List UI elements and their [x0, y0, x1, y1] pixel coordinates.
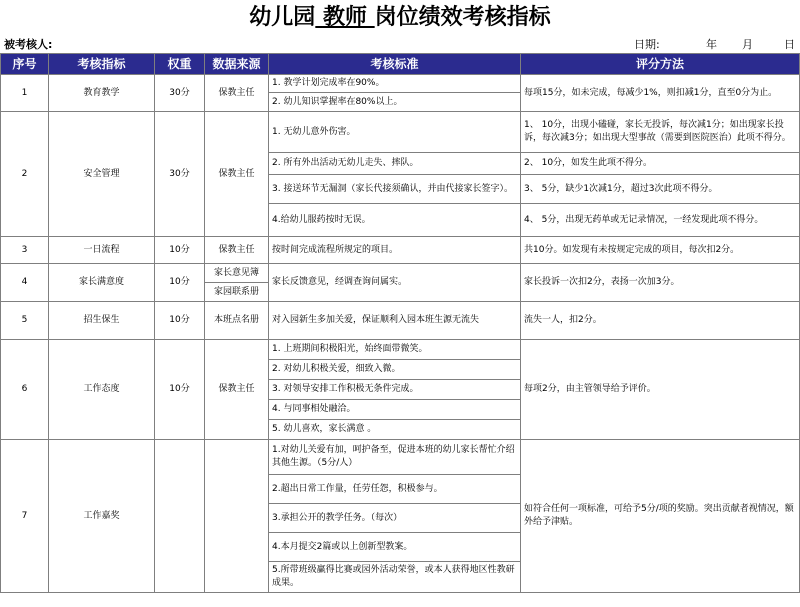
criteria-cell: 2. 对幼儿积极关爱，细致入微。: [269, 360, 521, 380]
scoring-cell: 3、 5分，缺少1次减1分，超过3次此项不得分。: [521, 175, 800, 204]
header-no: 序号: [1, 54, 49, 75]
table-row: [1, 440, 800, 475]
table-row: [1, 237, 800, 264]
criteria-cell: 4.本月提交2篇或以上创新型教案。: [269, 533, 521, 562]
scoring-cell: 如符合任何一项标准，可给予5分/项的奖励。突出贡献者视情况，额外给予津贴。: [521, 440, 800, 593]
scoring-cell: 流失一人，扣2分。: [521, 302, 800, 340]
row-indicator: 安全管理: [49, 112, 155, 237]
scoring-cell: 每项15分，如未完成，每减少1%，则扣减1分，直至0分为止。: [521, 75, 800, 112]
row-source: 保教主任: [205, 340, 269, 440]
table-header-row: [1, 54, 800, 75]
title-blank-1: [315, 4, 323, 30]
header-weight: 权重: [155, 54, 205, 75]
row-source: 保教主任: [205, 237, 269, 264]
criteria-cell: 5. 幼儿喜欢，家长满意 。: [269, 420, 521, 440]
criteria-cell: 家长反馈意见，经调查询问属实。: [269, 264, 521, 302]
table-row: [1, 112, 800, 153]
row-no: 1: [1, 75, 49, 112]
row-weight: 30分: [155, 112, 205, 237]
scoring-cell: 4、 5分，出现无药单或无记录情况，一经发现此项不得分。: [521, 204, 800, 237]
row-no: 6: [1, 340, 49, 440]
table-row: [1, 302, 800, 340]
header-source: 数据来源: [205, 54, 269, 75]
criteria-cell: 4.给幼儿服药按时无误。: [269, 204, 521, 237]
row-source: 家长意见簿: [205, 264, 269, 283]
criteria-cell: 4. 与同事相处融洽。: [269, 400, 521, 420]
year-label: 年: [706, 38, 717, 51]
row-indicator: 招生保生: [49, 302, 155, 340]
row-indicator: 教育教学: [49, 75, 155, 112]
criteria-cell: 2.超出日常工作量，任劳任怨，积极参与。: [269, 475, 521, 504]
row-no: 5: [1, 302, 49, 340]
header-indicator: 考核指标: [49, 54, 155, 75]
scoring-cell: 2、 10分，如发生此项不得分。: [521, 153, 800, 175]
examinee-label: 被考核人:: [4, 38, 53, 51]
row-no: 3: [1, 237, 49, 264]
row-source: 保教主任: [205, 75, 269, 112]
row-indicator: 工作态度: [49, 340, 155, 440]
criteria-cell: 1. 无幼儿意外伤害。: [269, 112, 521, 153]
row-weight: 10分: [155, 237, 205, 264]
row-indicator: 一日流程: [49, 237, 155, 264]
row-source: [205, 440, 269, 593]
criteria-cell: 3. 接送环节无漏洞（家长代接须确认，并由代接家长签字）。: [269, 175, 521, 204]
table-row: [1, 75, 800, 93]
scoring-cell: 共10分。如发现有未按规定完成的项目，每次扣2分。: [521, 237, 800, 264]
criteria-cell: 3.承担公开的教学任务。（每次）: [269, 504, 521, 533]
criteria-cell: 1. 上班期间积极阳光，始终面带微笑。: [269, 340, 521, 360]
month-label: 月: [742, 38, 753, 51]
row-weight: 30分: [155, 75, 205, 112]
kpi-table: [0, 53, 800, 593]
table-row: [1, 264, 800, 283]
title-role: 教师: [322, 4, 367, 30]
criteria-cell: 1. 教学计划完成率在90%。: [269, 75, 521, 93]
date-label: 日期:: [634, 38, 660, 51]
criteria-cell: 2. 所有外出活动无幼儿走失、摔队。: [269, 153, 521, 175]
row-no: 4: [1, 264, 49, 302]
subheader: [0, 34, 800, 53]
header-criteria: 考核标准: [269, 54, 521, 75]
row-source: 家园联系册: [205, 283, 269, 302]
criteria-cell: 对入园新生多加关爱，保证顺利入园本班生源无流失: [269, 302, 521, 340]
row-weight: 10分: [155, 302, 205, 340]
criteria-cell: 按时间完成流程所规定的项目。: [269, 237, 521, 264]
page-title: [0, 0, 800, 34]
day-label: 日: [784, 38, 795, 51]
title-main: 岗位绩效考核指标: [374, 4, 551, 30]
row-weight: 10分: [155, 340, 205, 440]
row-no: 2: [1, 112, 49, 237]
row-weight: 10分: [155, 264, 205, 302]
row-indicator: 工作嘉奖: [49, 440, 155, 593]
criteria-cell: 2. 幼儿知识掌握率在80%以上。: [269, 93, 521, 112]
row-weight: [155, 440, 205, 593]
row-indicator: 家长满意度: [49, 264, 155, 302]
scoring-cell: 家长投诉一次扣2分，表扬一次加3分。: [521, 264, 800, 302]
scoring-cell: 1、 10分，出现小磕碰，家长无投诉，每次减1分；如出现家长投诉，每次减3分；如出现大型事故（需要到医院医治）此项不得分。: [521, 112, 800, 153]
title-org: 幼儿园: [249, 4, 316, 30]
scoring-cell: 每项2分，由主管领导给予评价。: [521, 340, 800, 440]
criteria-cell: 1.对幼儿关爱有加，呵护备至，促进本班的幼儿家长帮忙介绍其他生源。（5分/人）: [269, 440, 521, 475]
row-no: 7: [1, 440, 49, 593]
criteria-cell: 3. 对领导安排工作积极无条件完成。: [269, 380, 521, 400]
row-source: 本班点名册: [205, 302, 269, 340]
title-blank-2: [367, 4, 375, 30]
row-source: 保教主任: [205, 112, 269, 237]
table-row: [1, 340, 800, 360]
criteria-cell: 5.所带班级赢得比赛或园外活动荣誉，或本人获得地区性教研成果。: [269, 562, 521, 593]
header-scoring: 评分方法: [521, 54, 800, 75]
